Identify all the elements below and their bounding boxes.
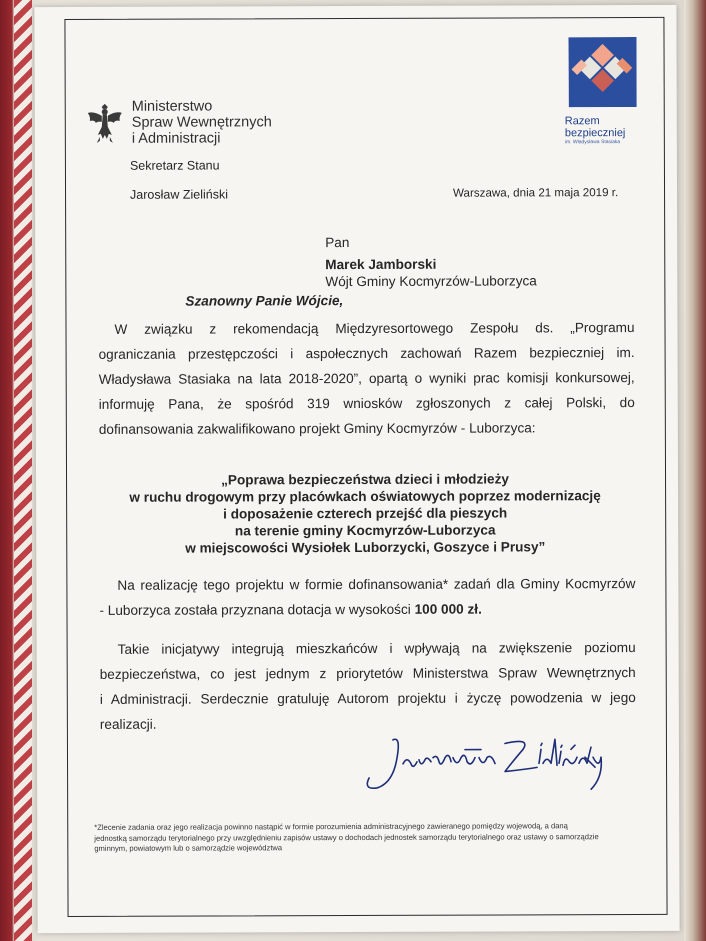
grant-amount: 100 000 zł. [414,601,482,617]
paragraph-3-line: i Administracji. Serdecznie gratuluję Autorom projektu i życzę powodzenia w jego [99,690,636,707]
project-title-line: na terenie gminy Kocmyrzów-Luborzyca [234,522,496,539]
recipient-role: Wójt Gminy Kocmyrzów-Luborzyca [325,273,537,290]
paragraph-1-line: dofinansowania zakwalifikowano projekt Gminy Kocmyrzów - Luborzyca: [98,420,536,437]
project-title [66,470,664,557]
paragraph-3-line: realizacji. [99,716,157,732]
logo-line-2: bezpieczniej [564,127,626,140]
paragraph-2-line [99,596,635,623]
paragraph-1 [98,315,634,442]
letter-page [34,5,679,933]
logo-caption [565,115,626,139]
place-and-date: Warszawa, dnia 21 maja 2019 r. [453,186,619,200]
ministry-line-3: i Administracji [131,130,221,147]
paragraph-1-line: Władysława Stasiaka na lata 2018-2020”, opartą o wyniki prac komisji konkursowej, [98,370,635,387]
paragraph-3-line: bezpieczeństwa, co jest jednym z priorytetów Ministerstwa Spraw Wewnętrznych [99,665,636,682]
sender-position: Sekretarz Stanu [129,158,220,173]
paragraph-1-line: ograniczania przestępczości i aspołecznych zachowań Razem bezpieczniej im. [98,345,635,362]
project-title-line: w miejscowości Wysiołek Luborzycki, Goszyce i Prusy” [185,539,546,556]
project-title-line: i doposażenie czterech przejść dla pieszych [223,505,508,522]
greeting: Szanowny Panie Wójcie, [185,293,344,309]
footnote [94,821,599,854]
ministry-line-2: Spraw Wewnętrznych [131,114,272,131]
recipient-prefix: Pan [325,235,350,251]
paragraph-2 [99,571,635,623]
paragraph-3 [100,635,636,737]
folder-ribbon [14,0,32,941]
project-title-line: „Poprawa bezpieczeństwa dzieci i młodzieży [221,471,509,488]
paragraph-3-line: Takie inicjatywy integrują mieszkańców i wpływają na zwiększenie poziomu [117,640,636,657]
ministry-name [132,98,272,146]
handwritten-signature-icon [355,727,615,798]
paragraph-2-line: Na realizację tego projektu w formie dofinansowania* zadań dla Gminy Kocmyrzów [117,576,636,593]
recipient-name: Marek Jamborski [325,256,437,273]
project-title-line: w ruchu drogowym przy placówkach oświatowych poprzez modernizację [129,488,601,505]
folder-edge [684,0,706,941]
paragraph-1-line: informuję Pana, że spośród 319 wniosków zgłoszonych z całej Polski, do [98,395,635,412]
polish-eagle-emblem-icon [86,103,124,145]
sender-name: Jarosław Zieliński [130,187,229,202]
footnote-line: *Zlecenie zadania oraz jego realizacja powinno nastąpić w formie porozumienia administracyjnego zawieranego pomiędzy wojewodą, a daną [94,821,568,832]
footnote-line: jednostką samorządu terytorialnego przy uwzględnieniu zapisów ustawy o dochodach jednostek samorządu terytorialnego oraz ustawy o samorządzie [94,831,599,843]
ministry-line-1: Ministerstwo [131,98,213,115]
paragraph-2-prefix: - Luborzyca została przyznana dotacja w wysokości [99,601,415,618]
paragraph-1-line: W związku z rekomendacją Międzyresortowego Zespołu ds. „Programu [114,320,635,337]
footnote-line: gminnym, powiatowym lub o samorządzie województwa [94,843,283,853]
logo-line-1: Razem [564,115,600,128]
logo-subtitle: im. Władysława Stasiaka [564,139,621,146]
